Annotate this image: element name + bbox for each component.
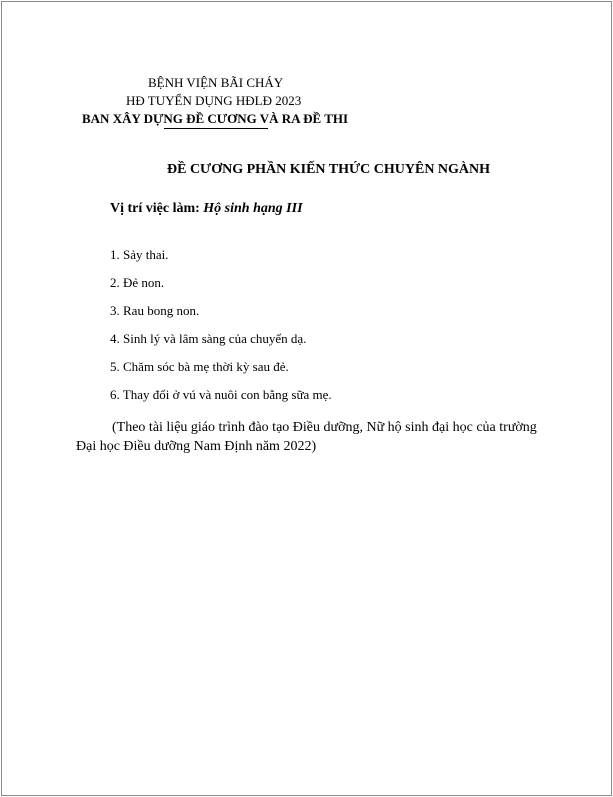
document-title: ĐỀ CƯƠNG PHẦN KIẾN THỨC CHUYÊN NGÀNH [167,162,491,177]
topic-list [110,247,332,415]
job-position [110,201,303,217]
hospital-name: BỆNH VIỆN BÃI CHÁY [148,75,284,90]
reference-line-1: (Theo tài liệu giáo trình đào tạo Điều dưỡng, Nữ hộ sinh đại học của trường [112,420,537,435]
list-item: 4. Sinh lý và lâm sàng của chuyển dạ. [110,331,307,346]
list-item: 1. Sảy thai. [110,247,169,262]
reference-line-2: Đại học Điều dưỡng Nam Định năm 2022) [76,439,317,454]
exam-board: BAN XÂY DỰNG ĐỀ CƯƠNG VÀ RA ĐỀ THI [82,111,349,126]
list-item: 6. Thay đổi ở vú và nuôi con bằng sữa mẹ. [110,387,332,402]
job-position-label: Vị trí việc làm: [110,201,204,216]
recruitment-council: HĐ TUYỂN DỤNG HĐLĐ 2023 [126,93,302,108]
job-position-value: Hộ sinh hạng III [203,201,303,216]
header-underline [164,128,268,129]
document-page [1,1,612,796]
list-item: 3. Rau bong non. [110,303,200,318]
reference-note [76,418,546,456]
list-item: 5. Chăm sóc bà mẹ thời kỳ sau đẻ. [110,359,289,374]
list-item: 2. Đẻ non. [110,275,165,290]
